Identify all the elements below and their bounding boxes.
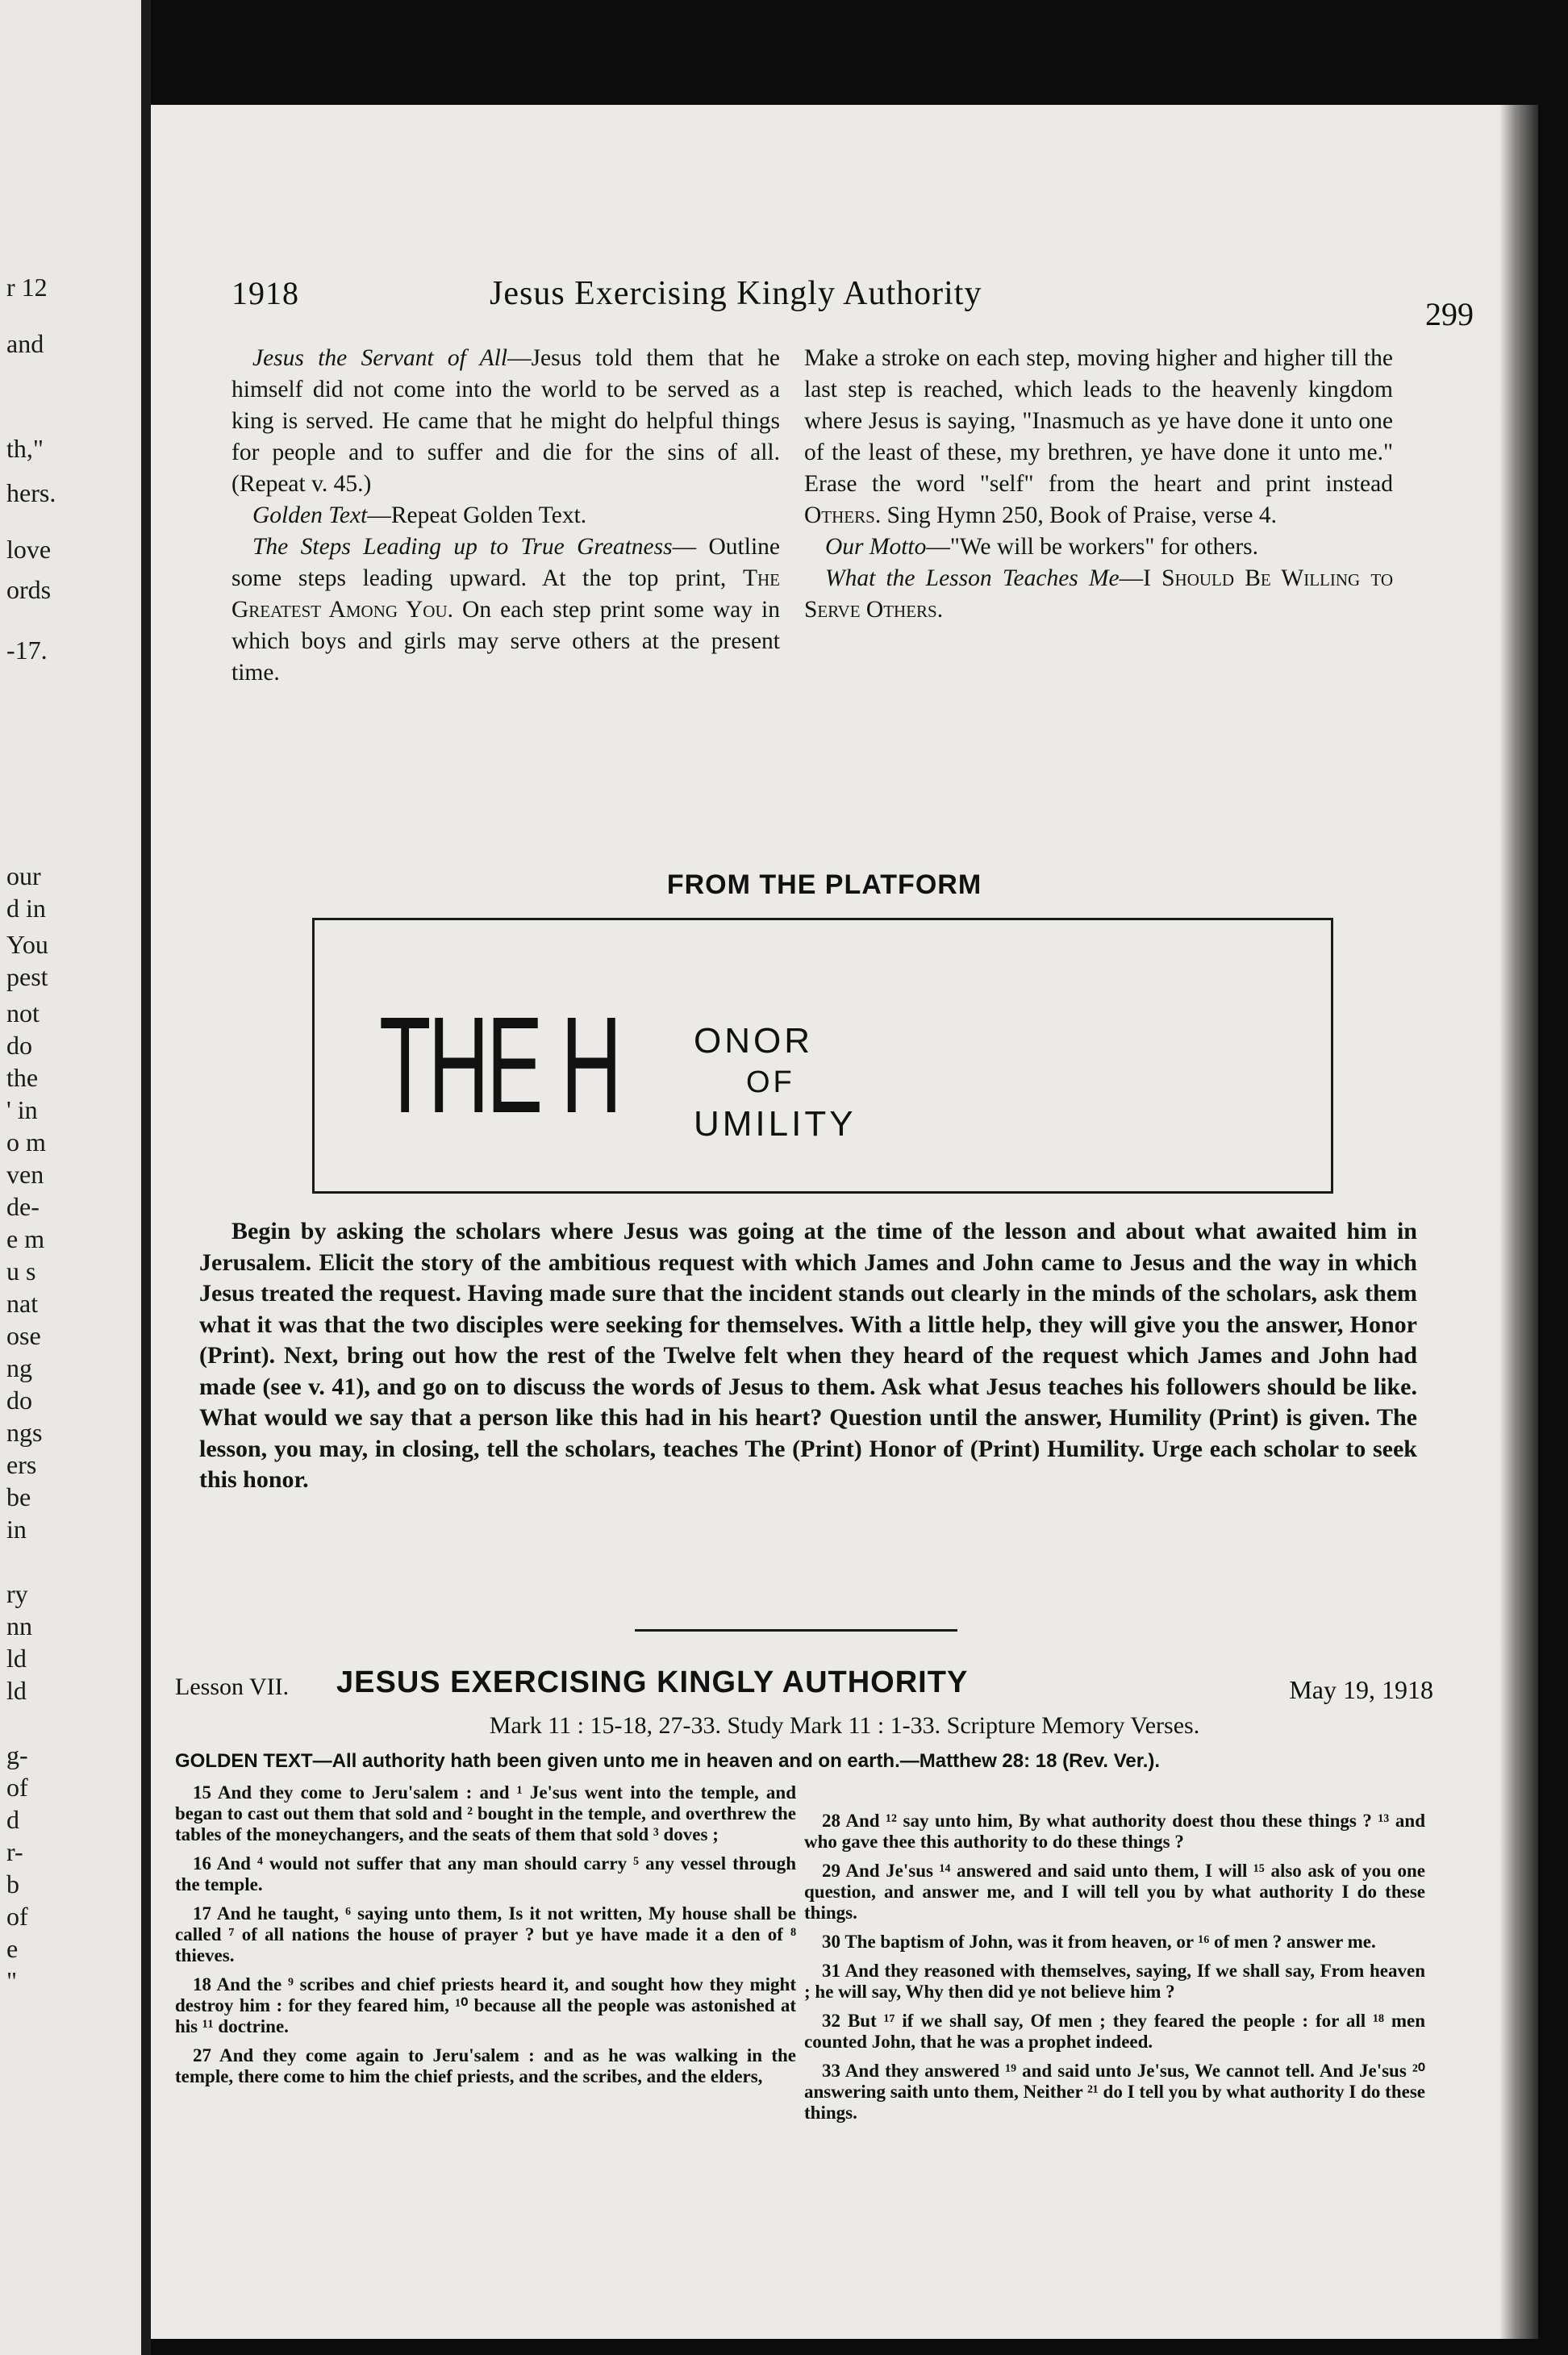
- header-year: 1918: [231, 275, 299, 311]
- scripture-verse: 16 And ⁴ would not suffer that any man should carry ⁵ any vessel through the temple.: [175, 1853, 796, 1894]
- left-page-text-fragment: th,": [6, 434, 44, 463]
- paragraph: [231, 500, 780, 531]
- paragraph: [804, 343, 1393, 531]
- small-caps-text: Others: [804, 502, 875, 528]
- left-page-text-fragment: ": [6, 1966, 18, 1995]
- scripture-verse: 27 And they come again to Jeru'salem : and as he was walking in the temple, there come to him the chief priests, and the scribes, and the elders,: [175, 2045, 796, 2086]
- book-page: [151, 105, 1538, 2339]
- paragraph-title: Golden Text: [252, 502, 368, 528]
- page-number: 299: [1425, 296, 1474, 332]
- left-page-text-fragment: d in: [6, 894, 46, 923]
- running-header: [231, 274, 1474, 332]
- title-small-onor: ONOR: [694, 1021, 813, 1061]
- left-page-text-fragment: e m: [6, 1224, 45, 1253]
- left-page-text-fragment: the: [6, 1063, 39, 1092]
- paragraph: [804, 563, 1393, 626]
- scripture-verse: 29 And Je'sus ¹⁴ answered and said unto them, I will ¹⁵ also ask of you one question, and answer me, and I will tell you by what authority I do these things.: [804, 1861, 1425, 1923]
- left-column: [231, 343, 780, 689]
- left-page-text-fragment: in: [6, 1515, 27, 1544]
- paragraph-text: —"We will be workers" for others.: [926, 534, 1259, 560]
- paragraph: [804, 531, 1393, 563]
- book-gutter: [141, 0, 151, 2355]
- left-page-text-fragment: r-: [6, 1837, 23, 1866]
- verses-left-column: [175, 1782, 796, 2095]
- platform-paragraph: Begin by asking the scholars where Jesus was going at the time of the lesson and about what awaited him in Jerusalem. Elicit the story of the ambitious request with which James and John came to Jesus and the way in which Jesus treated the request. Having made sure that the incident stands out clearly in the minds of the scholars, ask them what it was that the two disciples were seeking for themselves. With a little help, they will give you the answer, Honor (Print). Next, bring out how the rest of the Twelve felt when they heard of the request which James and John had made (see v. 41), and go on to discuss the words of Jesus to them. Ask what Jesus teaches his followers should be like. What would we say that a person like this had in his heart? Question until the answer, Humility (Print) is given. The lesson, you may, in closing, tell the scholars, teaches The (Print) Honor of (Print) Humility. Urge each scholar to seek this honor.: [199, 1218, 1417, 1493]
- paragraph-title: Our Motto: [825, 534, 927, 560]
- paragraph-text: . On each step print some way in which boys and girls may serve others at the present time.: [231, 597, 780, 686]
- title-small-umility: UMILITY: [694, 1104, 857, 1144]
- left-page-text-fragment: o m: [6, 1127, 46, 1157]
- right-column: [804, 343, 1393, 626]
- left-page-text-fragment: You: [6, 930, 48, 959]
- left-page-text-fragment: ng: [6, 1353, 32, 1382]
- scripture-verse: 33 And they answered ¹⁹ and said unto Je'sus, We cannot tell. And Je'sus ²⁰ answering saith unto them, Neither ²¹ do I tell you by what authority I do these things.: [804, 2061, 1425, 2123]
- paragraph-text: —: [1119, 565, 1144, 591]
- left-page-text-fragment: do: [6, 1386, 32, 1415]
- scripture-verse: 17 And he taught, ⁶ saying unto them, Is it not written, My house shall be called ⁷ of all nations the house of prayer ? but ye have made it a den of ⁸ thieves.: [175, 1903, 796, 1965]
- small-caps-text: The Greatest Among You: [231, 565, 780, 623]
- left-page-text-fragment: love: [6, 535, 52, 564]
- scripture-verse: 32 But ¹⁷ if we shall say, Of men ; they feared the people : for all ¹⁸ men counted John, that he was a prophet indeed.: [804, 2011, 1425, 2052]
- left-page-text-fragment: hers.: [6, 478, 56, 507]
- left-page-text-fragment: e: [6, 1934, 19, 1963]
- verses-right-column: [804, 1811, 1425, 2132]
- left-page-text-fragment: de-: [6, 1192, 40, 1221]
- left-page-text-fragment: ven: [6, 1160, 44, 1189]
- left-page-text-fragment: r 12: [6, 273, 48, 302]
- lesson-date: May 19, 1918: [1289, 1675, 1433, 1704]
- scripture-verse: 31 And they reasoned with themselves, saying, If we shall say, From heaven ; he will say, Why then did ye not believe him ?: [804, 1961, 1425, 2002]
- left-page-text-fragment: ld: [6, 1676, 27, 1705]
- left-page-text-fragment: ngs: [6, 1418, 43, 1447]
- paragraph-title: Jesus the Servant of All: [252, 345, 508, 371]
- lesson-number: Lesson VII.: [175, 1674, 290, 1700]
- scripture-reference: Mark 11 : 15-18, 27-33. Study Mark 11 : 1-33. Scripture Memory Verses.: [489, 1712, 1200, 1739]
- left-page-text-fragment: not: [6, 998, 40, 1027]
- left-page-text-fragment: our: [6, 861, 41, 890]
- lesson-title: JESUS EXERCISING KINGLY AUTHORITY: [336, 1665, 969, 1699]
- paragraph-text: —Repeat Golden Text.: [367, 502, 587, 528]
- scripture-verse: 18 And the ⁹ scribes and chief priests heard it, and sought how they might destroy him : for they feared him, ¹⁰ because all the people was astonished at his ¹¹ doctrine.: [175, 1974, 796, 2036]
- paragraph: [231, 531, 780, 689]
- small-caps-text: I Should Be Willing to Serve Others.: [804, 565, 1393, 623]
- left-page-text-fragment: g-: [6, 1740, 28, 1769]
- title-small-of: OF: [746, 1065, 795, 1099]
- paragraph-text: . Sing Hymn 250, Book of Praise, verse 4.: [874, 502, 1277, 528]
- left-page-text-fragment: ose: [6, 1321, 41, 1350]
- lesson-header: [175, 1665, 1433, 1714]
- left-page-text-fragment: -17.: [6, 636, 48, 665]
- title-large-letters: THE H: [379, 989, 619, 1142]
- page-edge-shadow: [1499, 105, 1538, 2339]
- paragraph: [231, 343, 780, 500]
- left-page-text-fragment: ld: [6, 1644, 27, 1673]
- left-page-text-fragment: ords: [6, 575, 52, 604]
- left-page-text-fragment: nat: [6, 1289, 39, 1318]
- left-page-text-fragment: be: [6, 1482, 31, 1511]
- scripture-verse: 28 And ¹² say unto him, By what authority doest thou these things ? ¹³ and who gave thee this authority to do these things ?: [804, 1811, 1425, 1852]
- platform-heading: FROM THE PLATFORM: [666, 869, 982, 900]
- paragraph-title: The Steps Leading up to True Greatness: [252, 534, 673, 560]
- scripture-verse: 15 And they come to Jeru'salem : and ¹ Je'sus went into the temple, and began to cast out them that sold and ² bought in the temple, and overthrew the tables of the moneychangers, and the seats of them that sold ³ doves ;: [175, 1782, 796, 1844]
- paragraph-text: —Jesus told them that he himself did not come into the world to be served as a king is served. He came that he might do helpful things for people and to suffer and die for the sins of all. (Repeat v. 45.): [231, 345, 780, 497]
- paragraph-text: Make a stroke on each step, moving higher and higher till the last step is reached, which leads to the heavenly kingdom where Jesus is saying, "Inasmuch as ye have done it unto one of the least of these, my brethren, ye have done it unto me." Erase the word "self" from the heart and print instead: [804, 345, 1393, 497]
- left-page-text-fragment: ers: [6, 1450, 37, 1479]
- left-page-text-fragment: ' in: [6, 1095, 38, 1124]
- platform-body: [199, 1216, 1417, 1496]
- left-page-text-fragment: b: [6, 1869, 19, 1899]
- golden-text: GOLDEN TEXT—All authority hath been given unto me in heaven and on earth.—Matthew 28: 18 (Rev. Ver.).: [175, 1750, 1161, 1772]
- left-page-text-fragment: d: [6, 1805, 19, 1834]
- left-page-text-fragment: nn: [6, 1611, 32, 1640]
- header-title: Jesus Exercising Kingly Authority: [490, 275, 982, 312]
- left-page-text-fragment: and: [6, 329, 44, 358]
- left-page-text-fragment: pest: [6, 962, 48, 991]
- left-page-text-fragment: ry: [6, 1579, 28, 1608]
- left-facing-page: [0, 0, 144, 2355]
- left-page-text-fragment: of: [6, 1902, 28, 1931]
- paragraph-title: What the Lesson Teaches Me: [825, 565, 1120, 591]
- left-page-text-fragment: do: [6, 1031, 32, 1060]
- left-page-text-fragment: of: [6, 1773, 28, 1802]
- section-divider: [635, 1629, 957, 1632]
- left-page-text-fragment: u s: [6, 1257, 36, 1286]
- scripture-verse: 30 The baptism of John, was it from heaven, or ¹⁶ of men ? answer me.: [822, 1932, 1376, 1952]
- platform-title-box: [312, 918, 1333, 1194]
- paragraph-text: — Outline some steps leading upward. At the top print,: [231, 534, 780, 591]
